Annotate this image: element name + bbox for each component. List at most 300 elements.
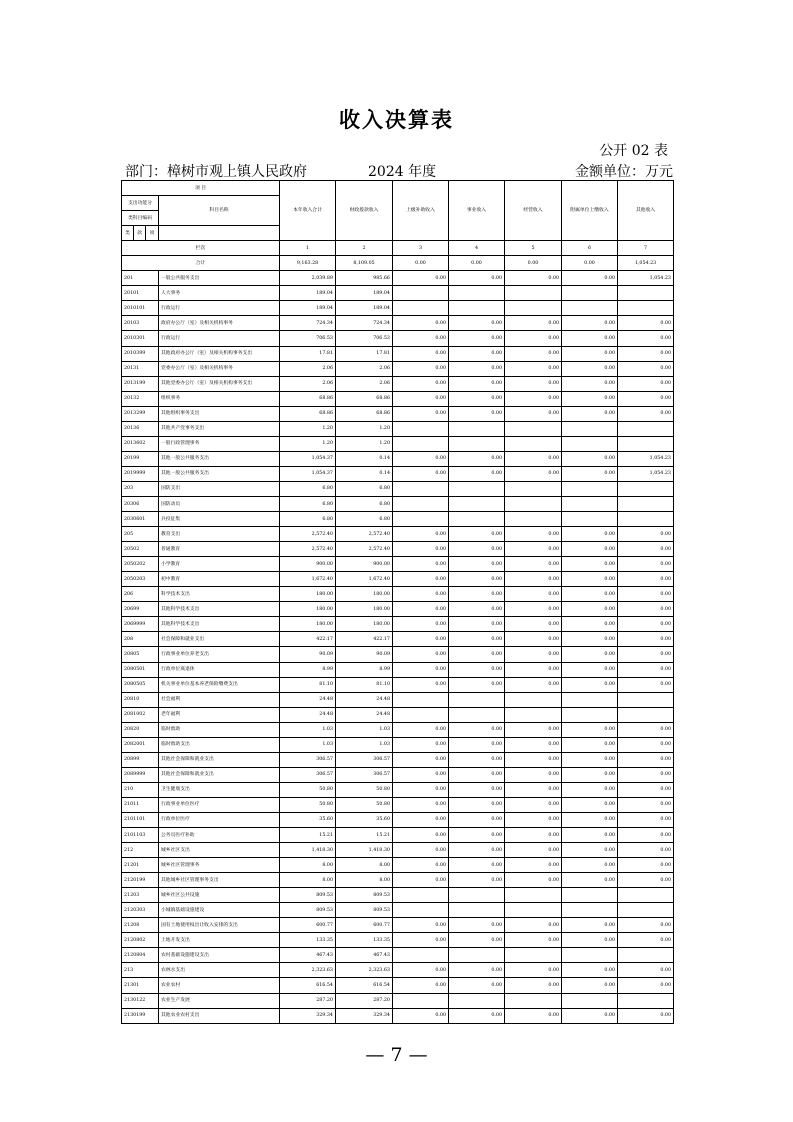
table-row [122, 888, 674, 903]
amount-cell: 0.00 [618, 376, 674, 391]
amount-cell: 0.00 [505, 963, 562, 978]
table-row [122, 843, 674, 858]
subject-name: 社会福利 [159, 692, 280, 707]
subject-code: 2130199 [122, 1008, 159, 1023]
amount-cell: 0.00 [618, 812, 674, 827]
amount-cell [618, 512, 674, 527]
amount-cell: 0.00 [618, 782, 674, 797]
subject-name: 农业农村 [159, 978, 280, 993]
subject-name: 国防支出 [159, 481, 280, 496]
amount-cell [505, 512, 562, 527]
amount-cell: 0.00 [505, 632, 562, 647]
amount-cell: 0.00 [505, 346, 562, 361]
amount-cell [505, 888, 562, 903]
amount-cell: 0.00 [505, 587, 562, 602]
subject-code: 2089999 [122, 767, 159, 782]
col-num: 5 [505, 241, 562, 256]
amount-cell: 0.00 [505, 812, 562, 827]
amount-cell: 0.00 [449, 1008, 505, 1023]
amount-cell: 0.00 [505, 722, 562, 737]
amount-cell [618, 948, 674, 963]
table-row [122, 782, 674, 797]
header-project: 项 目 [122, 181, 280, 196]
amount-cell [505, 692, 562, 707]
amount-cell: 0.00 [393, 406, 449, 421]
table-row [122, 331, 674, 346]
amount-cell: 0.00 [393, 722, 449, 737]
amount-cell: 2.06 [336, 361, 393, 376]
amount-cell: 1,054.37 [280, 466, 336, 481]
table-row [122, 903, 674, 918]
page-title: 收入决算表 [339, 107, 454, 132]
header-blank [159, 226, 280, 241]
subject-name: 科学技术支出 [159, 587, 280, 602]
amount-cell: 2,572.40 [280, 542, 336, 557]
amount-cell [618, 481, 674, 496]
amount-cell: 0.00 [393, 767, 449, 782]
amount-cell [449, 948, 505, 963]
subject-code: 2013299 [122, 406, 159, 421]
amount-cell: 0.00 [505, 572, 562, 587]
col-num: 2 [336, 241, 393, 256]
table-row [122, 978, 674, 993]
subject-name: 其他组织事务支出 [159, 406, 280, 421]
table-row [122, 572, 674, 587]
table-row [122, 361, 674, 376]
subject-name: 社会保障和就业支出 [159, 632, 280, 647]
amount-cell: 6.80 [336, 496, 393, 511]
amount-cell: 0.00 [618, 572, 674, 587]
amount-cell: 809.53 [280, 903, 336, 918]
amount-cell [449, 481, 505, 496]
header-row-project [122, 181, 674, 196]
subject-name: 初中教育 [159, 572, 280, 587]
amount-cell: 0.00 [393, 782, 449, 797]
amount-cell: 0.00 [562, 873, 618, 888]
subject-code: 2120802 [122, 933, 159, 948]
total-row [122, 256, 674, 271]
amount-cell: 0.00 [393, 271, 449, 286]
amount-cell [449, 301, 505, 316]
amount-cell [393, 481, 449, 496]
amount-cell: 724.34 [280, 316, 336, 331]
subject-code: 2101103 [122, 828, 159, 843]
subject-code: 2010101 [122, 301, 159, 316]
amount-cell: 0.00 [449, 632, 505, 647]
amount-cell: 15.21 [280, 828, 336, 843]
subject-code: 2120804 [122, 948, 159, 963]
amount-cell: 0.00 [449, 963, 505, 978]
subject-name: 卫生健康支出 [159, 782, 280, 797]
amount-cell [618, 301, 674, 316]
amount-cell: 189.04 [336, 286, 393, 301]
subject-code: 20136 [122, 421, 159, 436]
amount-cell: 8.00 [280, 873, 336, 888]
amount-cell: 0.00 [562, 316, 618, 331]
amount-cell [618, 692, 674, 707]
amount-cell: 35.60 [336, 812, 393, 827]
amount-cell: 0.00 [449, 316, 505, 331]
subject-name: 其他社会保障和就业支出 [159, 752, 280, 767]
amount-cell: 0.00 [618, 406, 674, 421]
amount-cell: 306.57 [280, 752, 336, 767]
amount-cell: 90.09 [336, 647, 393, 662]
amount-cell: 0.00 [393, 662, 449, 677]
amount-cell: 0.00 [393, 346, 449, 361]
amount-cell: 0.00 [618, 978, 674, 993]
header-subject-name: 科目名称 [159, 196, 280, 226]
amount-cell: 0.00 [505, 647, 562, 662]
amount-cell: 0.00 [505, 933, 562, 948]
amount-cell: 0.00 [505, 858, 562, 873]
amount-cell: 35.60 [280, 812, 336, 827]
table-row [122, 797, 674, 812]
amount-cell: 0.00 [449, 617, 505, 632]
subject-code: 2101101 [122, 812, 159, 827]
amount-cell: 900.00 [280, 557, 336, 572]
subject-code: 20132 [122, 391, 159, 406]
column-number-row [122, 241, 674, 256]
amount-cell: 0.00 [393, 587, 449, 602]
subject-code: 2010301 [122, 331, 159, 346]
amount-cell: 0.00 [562, 406, 618, 421]
amount-cell: 0.00 [505, 316, 562, 331]
amount-cell: 1.03 [280, 722, 336, 737]
subject-name: 普通教育 [159, 542, 280, 557]
amount-cell: 0.00 [449, 722, 505, 737]
table-row [122, 647, 674, 662]
amount-cell [449, 286, 505, 301]
table-row [122, 602, 674, 617]
header-col-2: 财政拨款收入 [336, 181, 393, 241]
header-xiang: 项 [146, 226, 159, 241]
amount-cell: 0.00 [393, 677, 449, 692]
form-number: 公开 02 表 [599, 143, 668, 159]
amount-cell: 0.00 [393, 978, 449, 993]
amount-cell: 0.00 [393, 557, 449, 572]
amount-cell [562, 496, 618, 511]
amount-cell: 809.53 [336, 888, 393, 903]
amount-cell: 0.00 [618, 797, 674, 812]
amount-cell: 0.00 [505, 1008, 562, 1023]
amount-cell: 0.00 [562, 527, 618, 542]
amount-cell: 0.00 [562, 737, 618, 752]
amount-cell: 2,572.40 [336, 542, 393, 557]
amount-cell: 0.00 [562, 918, 618, 933]
amount-cell: 0.00 [449, 737, 505, 752]
amount-cell: 0.00 [505, 542, 562, 557]
amount-cell: 0.00 [618, 331, 674, 346]
amount-cell: 0.00 [505, 557, 562, 572]
amount-cell: 0.00 [562, 376, 618, 391]
amount-cell: 1,054.23 [618, 466, 674, 481]
amount-cell: 900.00 [336, 557, 393, 572]
subject-name: 其他城乡社区管理事务支出 [159, 873, 280, 888]
amount-cell: 133.35 [336, 933, 393, 948]
subject-name: 行政事业单位医疗 [159, 797, 280, 812]
amount-cell: 0.00 [393, 466, 449, 481]
amount-cell: 0.00 [562, 632, 618, 647]
amount-cell: 0.00 [618, 391, 674, 406]
amount-cell: 0.00 [449, 812, 505, 827]
amount-cell: 0.00 [505, 602, 562, 617]
amount-cell: 0.00 [562, 602, 618, 617]
amount-cell: 0.00 [618, 963, 674, 978]
amount-cell: 0.00 [562, 647, 618, 662]
amount-cell: 0.00 [618, 527, 674, 542]
col-num: 3 [393, 241, 449, 256]
amount-cell [618, 888, 674, 903]
amount-cell: 0.00 [562, 361, 618, 376]
subject-name: 政府办公厅（室）及相关机构事务 [159, 316, 280, 331]
amount-cell: 0.00 [393, 632, 449, 647]
subject-name: 国防动员 [159, 496, 280, 511]
amount-cell: 306.57 [336, 767, 393, 782]
amount-cell: 724.34 [336, 316, 393, 331]
amount-cell [618, 421, 674, 436]
subject-code: 2080501 [122, 662, 159, 677]
subject-code: 20101 [122, 286, 159, 301]
table-row [122, 271, 674, 286]
subject-code: 20805 [122, 647, 159, 662]
amount-cell: 0.00 [505, 677, 562, 692]
amount-cell: 68.86 [336, 406, 393, 421]
amount-cell: 616.54 [280, 978, 336, 993]
subject-code: 20502 [122, 542, 159, 557]
amount-cell: 6.80 [280, 481, 336, 496]
subject-name: 其他农业农村支出 [159, 1008, 280, 1023]
amount-cell: 0.00 [562, 722, 618, 737]
amount-cell [618, 496, 674, 511]
subject-name: 城乡社区支出 [159, 843, 280, 858]
col-num: 4 [449, 241, 505, 256]
header-col-3: 上级补助收入 [393, 181, 449, 241]
amount-cell: 0.00 [505, 873, 562, 888]
amount-cell [562, 481, 618, 496]
amount-cell: 0.00 [393, 737, 449, 752]
amount-cell: 8.99 [336, 662, 393, 677]
subject-name: 其他政府办公厅（室）及相关机构事务支出 [159, 346, 280, 361]
table-row [122, 512, 674, 527]
amount-cell: 0.00 [562, 391, 618, 406]
amount-cell: 0.00 [618, 617, 674, 632]
amount-cell: 0.00 [449, 782, 505, 797]
amount-cell: 0.14 [336, 466, 393, 481]
amount-cell [449, 707, 505, 722]
amount-cell [449, 888, 505, 903]
subject-name: 城乡社区管理事务 [159, 858, 280, 873]
amount-cell: 0.00 [449, 391, 505, 406]
amount-cell: 0.00 [393, 617, 449, 632]
amount-cell: 0.00 [562, 542, 618, 557]
amount-cell: 15.21 [336, 828, 393, 843]
amount-cell: 0.00 [562, 797, 618, 812]
amount-cell [618, 436, 674, 451]
amount-cell: 0.00 [562, 662, 618, 677]
amount-cell: 0.00 [618, 557, 674, 572]
amount-cell: 306.57 [336, 752, 393, 767]
amount-cell: 0.00 [449, 542, 505, 557]
subject-code: 21208 [122, 918, 159, 933]
amount-cell: 0.00 [393, 828, 449, 843]
amount-cell: 0.00 [505, 391, 562, 406]
amount-cell [505, 993, 562, 1008]
subject-code: 2069999 [122, 617, 159, 632]
amount-cell [562, 948, 618, 963]
amount-cell: 287.20 [280, 993, 336, 1008]
amount-cell: 180.00 [280, 602, 336, 617]
table-row [122, 316, 674, 331]
amount-cell: 0.00 [562, 963, 618, 978]
amount-cell: 0.00 [562, 617, 618, 632]
amount-cell: 0.00 [449, 331, 505, 346]
subject-name: 兵役征集 [159, 512, 280, 527]
amount-cell: 0.00 [618, 737, 674, 752]
amount-cell: 0.00 [449, 828, 505, 843]
amount-cell: 0.00 [393, 376, 449, 391]
amount-cell: 0.00 [618, 361, 674, 376]
subject-name: 行政单位医疗 [159, 812, 280, 827]
amount-cell: 0.00 [618, 1008, 674, 1023]
subject-code: 20103 [122, 316, 159, 331]
amount-cell: 24.48 [336, 707, 393, 722]
subject-name: 国有土地使用权出让收入安排的支出 [159, 918, 280, 933]
table-row [122, 918, 674, 933]
table-row [122, 677, 674, 692]
subject-name: 土地开发支出 [159, 933, 280, 948]
amount-cell: 809.53 [280, 888, 336, 903]
col-num: 7 [618, 241, 674, 256]
amount-cell: 0.00 [618, 602, 674, 617]
amount-cell: 24.48 [336, 692, 393, 707]
amount-cell: 0.00 [449, 572, 505, 587]
table-row [122, 301, 674, 316]
header-class-code: 类科目编码 [122, 211, 159, 226]
amount-cell: 0.00 [393, 542, 449, 557]
amount-cell: 1.03 [336, 722, 393, 737]
subject-code: 210 [122, 782, 159, 797]
header-lei: 类 [122, 226, 134, 241]
amount-cell: 1.20 [280, 421, 336, 436]
amount-cell: 0.00 [449, 843, 505, 858]
amount-cell: 0.00 [618, 647, 674, 662]
subject-code: 2013199 [122, 376, 159, 391]
amount-cell: 0.00 [562, 843, 618, 858]
amount-cell: 706.53 [336, 331, 393, 346]
amount-cell: 0.00 [393, 451, 449, 466]
amount-cell [505, 948, 562, 963]
total-value: 0.00 [393, 256, 449, 271]
amount-cell: 0.00 [449, 677, 505, 692]
amount-cell: 0.00 [618, 316, 674, 331]
amount-cell: 2.06 [280, 376, 336, 391]
amount-cell [562, 707, 618, 722]
subject-code: 21203 [122, 888, 159, 903]
amount-cell: 0.00 [562, 451, 618, 466]
amount-cell: 0.00 [505, 662, 562, 677]
subject-name: 教育支出 [159, 527, 280, 542]
total-value: 0.00 [505, 256, 562, 271]
amount-cell: 0.00 [562, 828, 618, 843]
subject-name: 组织事务 [159, 391, 280, 406]
total-value: 9,163.28 [280, 256, 336, 271]
amount-cell: 467.43 [336, 948, 393, 963]
amount-cell: 1,672.40 [336, 572, 393, 587]
amount-cell [505, 481, 562, 496]
amount-cell: 1.03 [336, 737, 393, 752]
table-row [122, 421, 674, 436]
table-row [122, 993, 674, 1008]
subject-name: 其他科学技术支出 [159, 617, 280, 632]
subject-code: 208 [122, 632, 159, 647]
amount-cell: 0.00 [393, 391, 449, 406]
amount-cell: 0.00 [562, 346, 618, 361]
amount-cell: 90.09 [280, 647, 336, 662]
amount-cell [562, 301, 618, 316]
amount-cell: 0.00 [449, 662, 505, 677]
amount-cell: 0.00 [562, 331, 618, 346]
amount-cell: 189.04 [280, 301, 336, 316]
amount-cell: 2,572.40 [336, 527, 393, 542]
table-row [122, 466, 674, 481]
table-row [122, 722, 674, 737]
amount-cell: 0.00 [505, 617, 562, 632]
amount-cell [562, 436, 618, 451]
amount-cell: 0.00 [562, 782, 618, 797]
table-row [122, 587, 674, 602]
amount-cell: 0.14 [336, 451, 393, 466]
amount-cell: 50.80 [280, 797, 336, 812]
amount-cell: 8.00 [336, 873, 393, 888]
subject-code: 203 [122, 481, 159, 496]
total-value: 0.00 [562, 256, 618, 271]
amount-cell: 600.77 [280, 918, 336, 933]
amount-cell: 0.00 [618, 933, 674, 948]
amount-cell [393, 692, 449, 707]
subject-name: 其他一般公共服务支出 [159, 466, 280, 481]
table-row [122, 933, 674, 948]
amount-cell: 1,418.30 [336, 843, 393, 858]
amount-cell: 0.00 [393, 572, 449, 587]
subject-name: 临时救助支出 [159, 737, 280, 752]
amount-cell: 0.00 [505, 271, 562, 286]
amount-cell: 189.04 [280, 286, 336, 301]
subject-name: 临时救助 [159, 722, 280, 737]
amount-cell: 0.00 [505, 451, 562, 466]
amount-cell: 0.00 [393, 873, 449, 888]
amount-cell: 81.10 [280, 677, 336, 692]
amount-cell: 0.00 [449, 767, 505, 782]
table-row [122, 436, 674, 451]
header-col-6: 附属单位上缴收入 [562, 181, 618, 241]
total-label: 合计 [122, 256, 280, 271]
amount-cell: 2,039.89 [280, 271, 336, 286]
amount-cell: 306.57 [280, 767, 336, 782]
amount-cell: 809.53 [336, 903, 393, 918]
amount-cell: 0.00 [449, 451, 505, 466]
amount-cell: 1,418.30 [280, 843, 336, 858]
subject-code: 21011 [122, 797, 159, 812]
amount-cell: 0.00 [505, 331, 562, 346]
amount-cell [562, 993, 618, 1008]
amount-cell [393, 301, 449, 316]
amount-cell: 24.48 [280, 692, 336, 707]
amount-cell: 68.86 [336, 391, 393, 406]
table-row [122, 812, 674, 827]
amount-cell [505, 421, 562, 436]
amount-cell: 0.00 [393, 1008, 449, 1023]
subject-code: 201 [122, 271, 159, 286]
